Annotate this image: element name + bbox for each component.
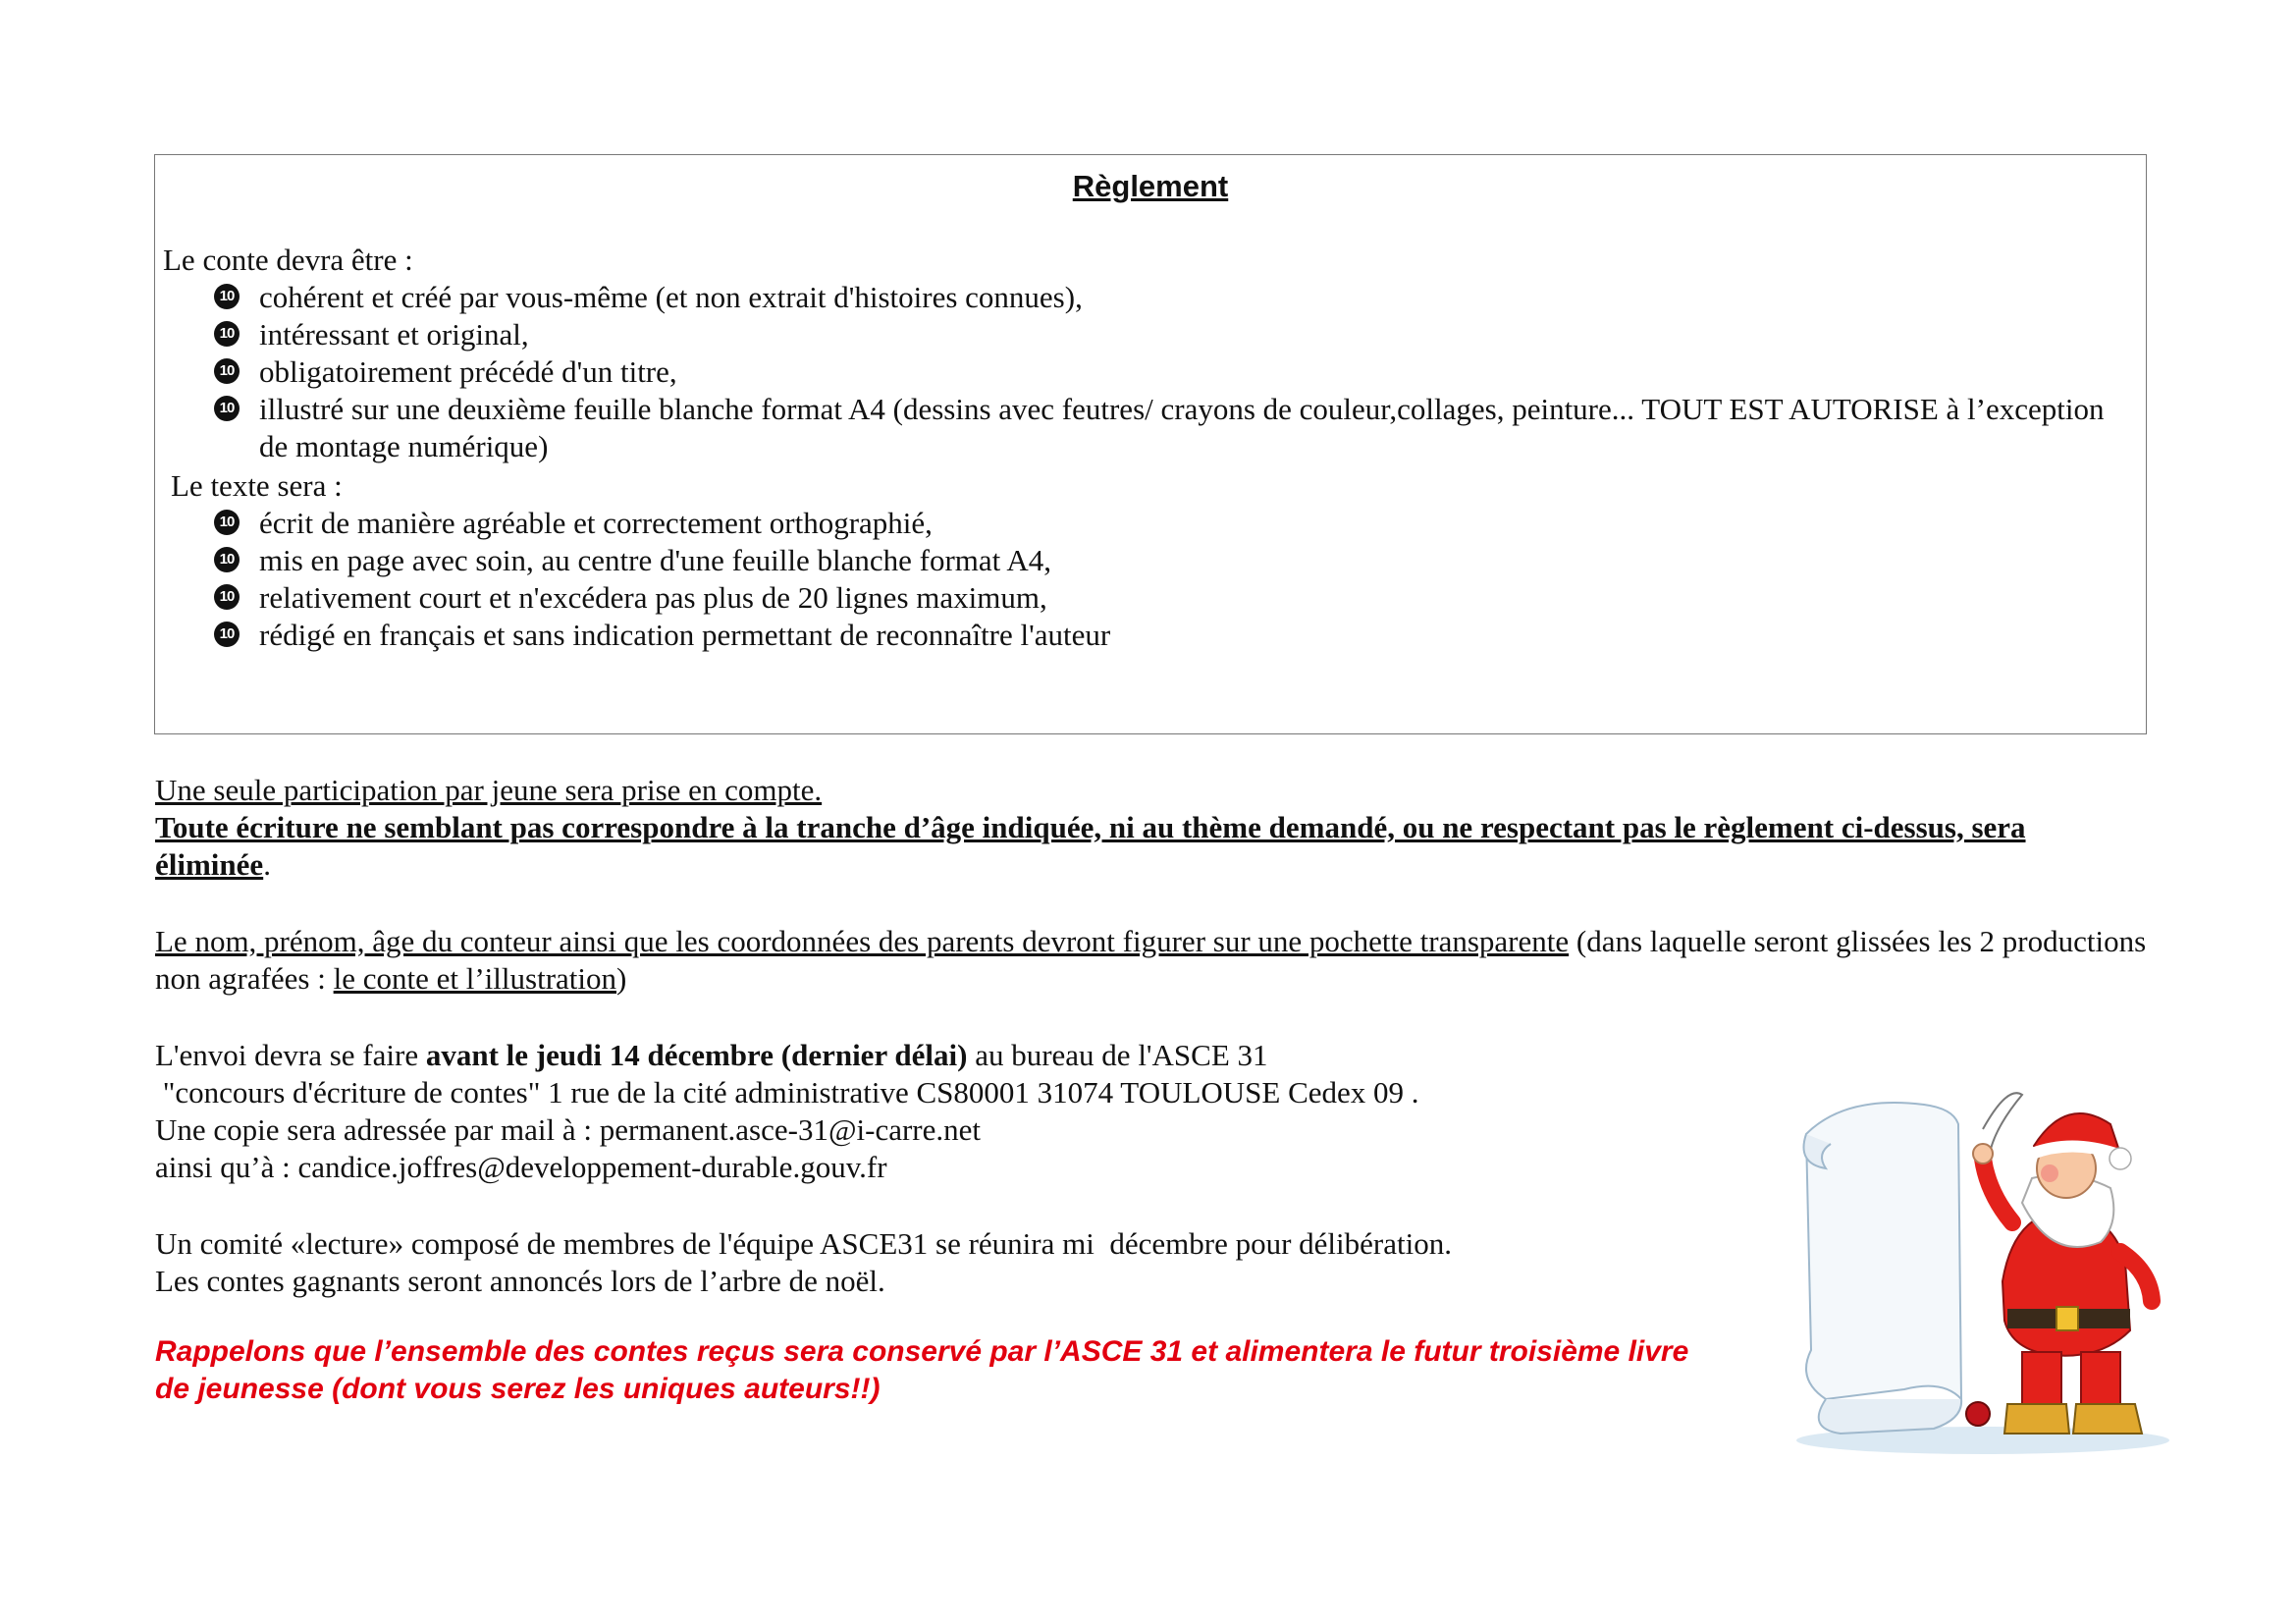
- numbered-bullet-icon: 10: [214, 321, 240, 347]
- single-participation-note: Une seule participation par jeune sera prise en compte.: [155, 773, 823, 807]
- texte-item: [214, 617, 2124, 654]
- conte-item: [214, 353, 2124, 391]
- committee-line-1: Un comité «lecture» composé de membres de l'équipe ASCE31 se réunira mi décembre pour délibération.: [155, 1226, 1452, 1261]
- texte-item-text: relativement court et n'excédera pas plus de 20 lignes maximum,: [259, 580, 1047, 615]
- identity-underlined: Le nom, prénom, âge du conteur ainsi que les coordonnées des parents devront figurer sur une pochette transparente: [155, 924, 1570, 958]
- elimination-note-end: .: [263, 847, 271, 882]
- numbered-bullet-icon: 10: [214, 584, 240, 610]
- conte-item-text: cohérent et créé par vous-même (et non extrait d'histoires connues),: [259, 280, 1083, 314]
- committee-line-2: Les contes gagnants seront annoncés lors de l’arbre de noël.: [155, 1264, 885, 1298]
- identity-end: ): [616, 961, 627, 996]
- texte-item-text: rédigé en français et sans indication permettant de reconnaître l'auteur: [259, 618, 1111, 652]
- numbered-bullet-icon: 10: [214, 547, 240, 572]
- rules-box: [154, 154, 2147, 734]
- sending-line-1: [155, 1037, 1268, 1074]
- texte-item: [214, 542, 2124, 579]
- sending-end: au bureau de l'ASCE 31: [967, 1038, 1268, 1072]
- numbered-bullet-icon: 10: [214, 396, 240, 421]
- conte-item: [214, 391, 2124, 465]
- reminder-note: Rappelons que l’ensemble des contes reçus sera conservé par l’ASCE 31 et alimentera le futur troisième livre de jeunesse (dont vous serez les uniques auteurs!!): [155, 1335, 1689, 1405]
- santa-scroll-illustration: [1787, 1075, 2179, 1458]
- sending-deadline: avant le jeudi 14 décembre: [425, 1038, 774, 1072]
- email-copy-line-2: ainsi qu’à : candice.joffres@developpement-durable.gouv.fr: [155, 1150, 887, 1184]
- identity-underlined-2: le conte et l’illustration: [333, 961, 617, 996]
- email-copy-line: Une copie sera adressée par mail à : permanent.asce-31@i-carre.net: [155, 1112, 981, 1147]
- postal-address: "concours d'écriture de contes" 1 rue de la cité administrative CS80001 31074 TOULOUSE Cedex 09 .: [155, 1075, 1419, 1110]
- rules-title: Règlement: [1072, 169, 1229, 203]
- numbered-bullet-icon: 10: [214, 510, 240, 535]
- texte-intro: Le texte sera :: [171, 468, 343, 503]
- texte-item-text: écrit de manière agréable et correctement orthographié,: [259, 506, 933, 540]
- conte-item-text: intéressant et original,: [259, 317, 529, 352]
- texte-item: [214, 505, 2124, 542]
- elimination-note-bold: Toute écriture ne semblant pas correspondre à la tranche d’âge indiquée, ni au thème demandé, ou ne respectant pas le règlement ci-dessus, sera éliminée: [155, 810, 2026, 882]
- conte-item-text: illustré sur une deuxième feuille blanche format A4 (dessins avec feutres/ crayons de couleur,collages, peinture... TOUT EST AUTORISE à l’exception de montage numérique): [259, 392, 2105, 463]
- conte-item-text: obligatoirement précédé d'un titre,: [259, 354, 677, 389]
- identity-plain: (dans laquelle seront glissées les 2 productions non agrafées :: [155, 924, 2147, 996]
- texte-item: [214, 579, 2124, 617]
- sending-last-delay: (dernier délai): [780, 1038, 968, 1072]
- sending-space: [774, 1038, 781, 1072]
- numbered-bullet-icon: 10: [214, 358, 240, 384]
- identity-paragraph: [155, 923, 2148, 998]
- elimination-note: [155, 809, 2148, 884]
- conte-intro: Le conte devra être :: [163, 243, 413, 277]
- texte-item-text: mis en page avec soin, au centre d'une feuille blanche format A4,: [259, 543, 1051, 577]
- conte-item: [214, 316, 2124, 353]
- numbered-bullet-icon: 10: [214, 284, 240, 309]
- conte-item: [214, 279, 2124, 316]
- numbered-bullet-icon: 10: [214, 622, 240, 647]
- sending-start: L'envoi devra se faire: [155, 1038, 426, 1072]
